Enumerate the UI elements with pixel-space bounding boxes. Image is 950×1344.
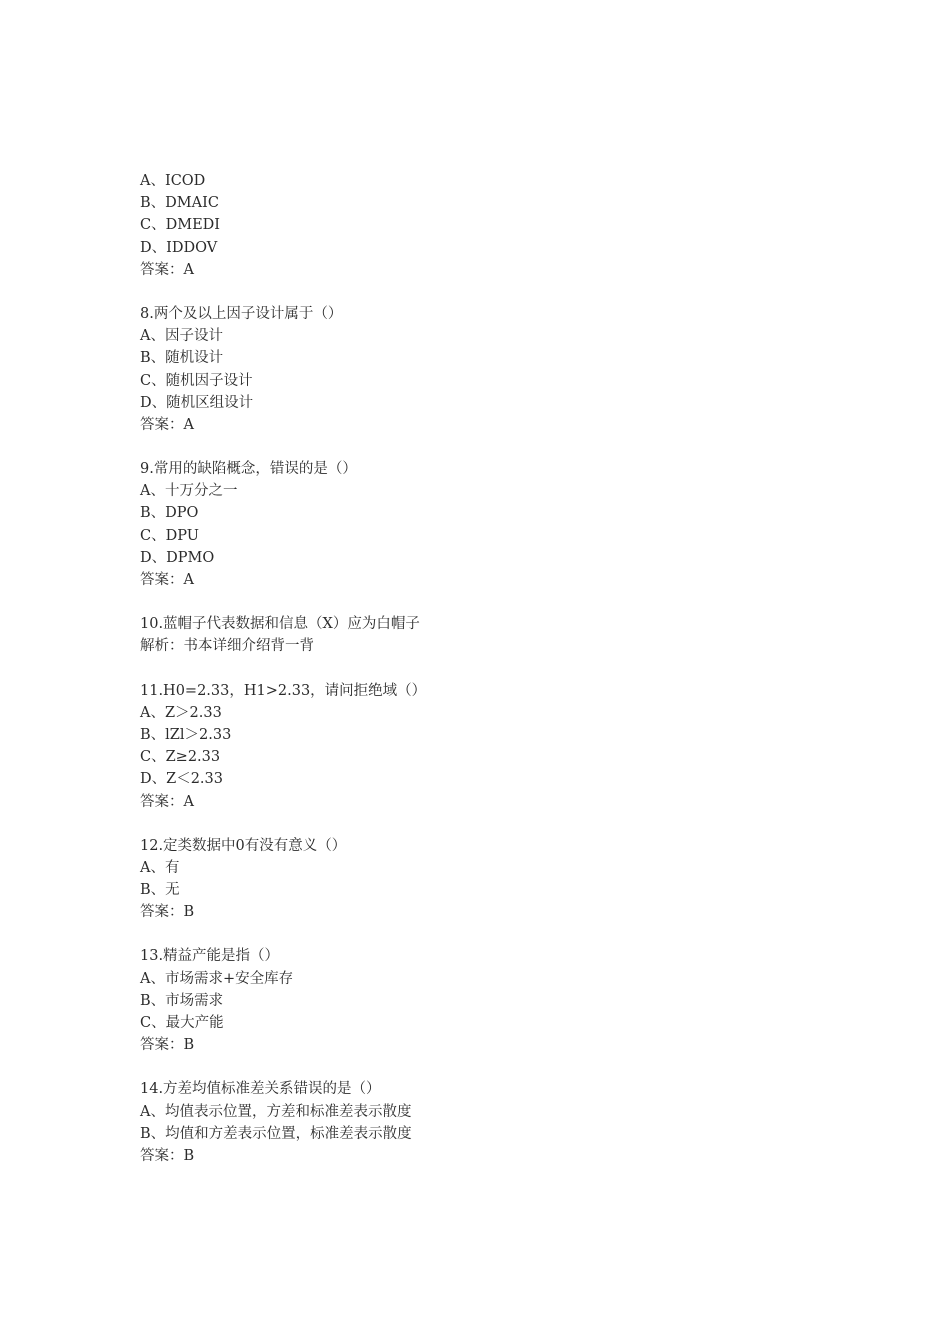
answer-line: 答案：A (140, 793, 194, 810)
option-line: A、十万分之一 (140, 483, 238, 500)
question-block-14 (140, 1078, 840, 1167)
question-text: 8.两个及以上因子设计属于（） (140, 305, 343, 322)
option-line: C、随机因子设计 (140, 372, 253, 389)
option-line: A、市场需求+安全库存 (140, 970, 294, 987)
answer-line: 答案：B (140, 904, 195, 921)
answer-line: 答案：B (140, 1147, 195, 1164)
option-line: D、随机区组设计 (140, 394, 254, 411)
question-text: 10.蓝帽子代表数据和信息（X）应为白帽子 (140, 616, 420, 633)
option-line: B、DPO (140, 505, 199, 522)
question-text: 14.方差均值标准差关系错误的是（） (140, 1081, 381, 1098)
option-line: B、均值和方差表示位置，标准差表示散度 (140, 1125, 412, 1142)
question-block-7-options (140, 170, 840, 281)
option-line: A、因子设计 (140, 328, 223, 345)
question-text: 11.H0=2.33，H1>2.33，请问拒绝域（） (140, 682, 427, 699)
answer-line: 答案：A (140, 572, 194, 588)
option-line: C、DPU (140, 527, 199, 544)
option-line: A、ICOD (140, 173, 206, 189)
option-line: D、Z＜2.33 (140, 771, 223, 788)
option-line: C、Z≥2.33 (140, 749, 221, 766)
option-line: C、最大产能 (140, 1015, 224, 1031)
question-block-13 (140, 945, 840, 1056)
question-text: 12.定类数据中0有没有意义（） (140, 837, 347, 854)
question-block-12 (140, 835, 840, 924)
question-text: 9.常用的缺陷概念，错误的是（） (140, 461, 357, 478)
explanation-line: 解析：书本详细介绍背一背 (140, 638, 314, 655)
option-line: A、有 (140, 859, 180, 876)
option-line: D、IDDOV (140, 239, 218, 256)
question-block-9 (140, 458, 840, 591)
answer-line: 答案：B (140, 1037, 195, 1054)
question-block-8 (140, 303, 840, 436)
option-line: B、随机设计 (140, 350, 224, 367)
option-line: C、DMEDI (140, 217, 221, 234)
option-line: B、市场需求 (140, 992, 224, 1009)
question-block-11 (140, 680, 840, 813)
answer-line: 答案：A (140, 416, 194, 433)
option-line: D、DPMO (140, 549, 215, 566)
question-block-10 (140, 613, 840, 657)
option-line: B、无 (140, 882, 180, 899)
option-line: A、Z＞2.33 (140, 704, 222, 721)
option-line: B、DMAIC (140, 195, 219, 212)
answer-line: 答案：A (140, 261, 194, 278)
document-page (140, 170, 840, 1189)
question-text: 13.精益产能是指（） (140, 948, 280, 965)
option-line: A、均值表示位置，方差和标准差表示散度 (140, 1103, 412, 1120)
option-line: B、lZl＞2.33 (140, 726, 232, 743)
